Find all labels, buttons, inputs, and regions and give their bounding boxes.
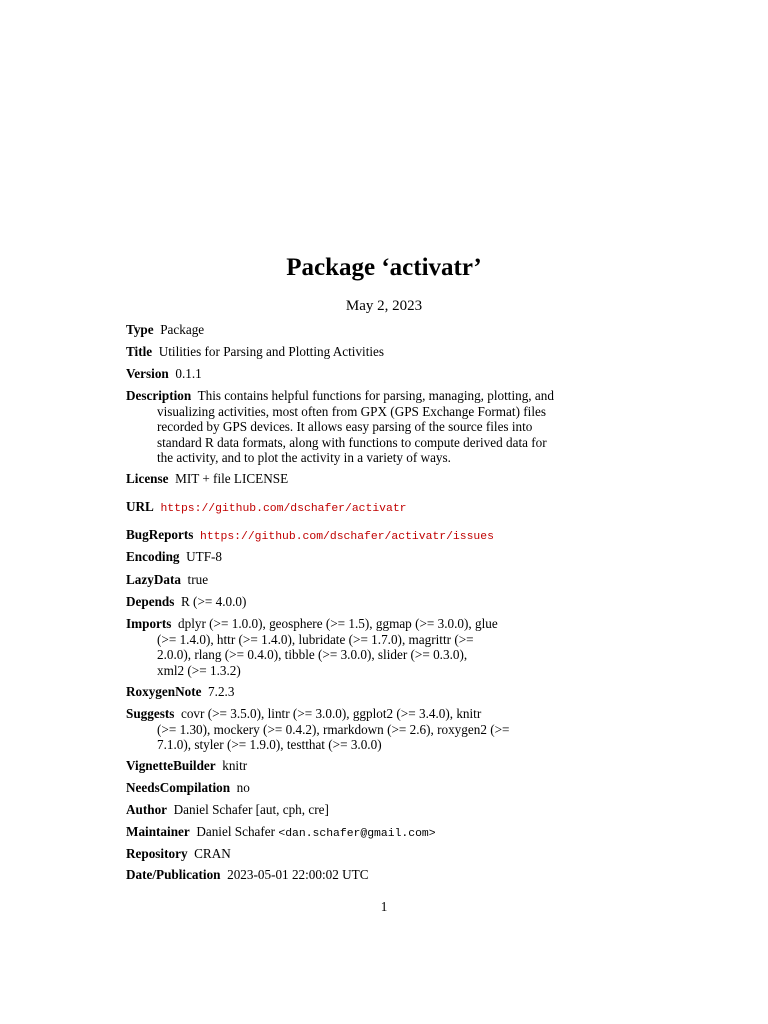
field-depends bbox=[126, 594, 646, 610]
field-value: CRAN bbox=[194, 846, 231, 861]
maintainer-name: Daniel Schafer bbox=[196, 824, 276, 839]
field-key: Suggests bbox=[126, 706, 175, 721]
suggests-line: (>= 1.30), mockery (>= 0.4.2), rmarkdown (>= 2.6), roxygen2 (>= bbox=[157, 721, 510, 737]
field-key: Imports bbox=[126, 616, 172, 631]
field-needscompilation bbox=[126, 780, 646, 796]
description-line: visualizing activities, most often from GPX (GPS Exchange Format) files bbox=[157, 403, 546, 419]
field-value: Utilities for Parsing and Plotting Activities bbox=[158, 344, 385, 359]
field-key: VignetteBuilder bbox=[126, 758, 216, 773]
url-link[interactable]: https://github.com/dschafer/activatr bbox=[160, 503, 407, 515]
field-key: URL bbox=[126, 499, 154, 514]
imports-line: 2.0.0), rlang (>= 0.4.0), tibble (>= 3.0.0), slider (>= 0.3.0), bbox=[157, 647, 468, 663]
field-key: Type bbox=[126, 322, 154, 337]
field-value: 7.2.3 bbox=[208, 684, 235, 699]
field-key: Description bbox=[126, 388, 192, 403]
field-value: MIT + file LICENSE bbox=[175, 471, 289, 486]
field-date-publication bbox=[126, 867, 646, 883]
description-line: Description This contains helpful functions for parsing, managing, plotting, and bbox=[126, 388, 554, 403]
field-imports bbox=[126, 616, 646, 678]
field-lazydata bbox=[126, 572, 646, 588]
bugreports-link[interactable]: https://github.com/dschafer/activatr/issues bbox=[200, 531, 494, 543]
field-key: Title bbox=[126, 344, 153, 359]
field-type bbox=[126, 322, 646, 338]
field-repository bbox=[126, 846, 646, 862]
suggests-line: 7.1.0), styler (>= 1.9.0), testthat (>= 3.0.0) bbox=[157, 737, 382, 753]
field-bugreports bbox=[126, 527, 646, 546]
field-key: Maintainer bbox=[126, 824, 190, 839]
field-key: License bbox=[126, 471, 169, 486]
field-key: Encoding bbox=[126, 549, 180, 564]
description-line: the activity, and to plot the activity in a variety of ways. bbox=[157, 450, 451, 466]
field-value: UTF-8 bbox=[186, 549, 223, 564]
description-line: standard R data formats, along with functions to compute derived data for bbox=[157, 434, 547, 450]
field-key: BugReports bbox=[126, 527, 194, 542]
field-key: Author bbox=[126, 802, 168, 817]
field-value: 0.1.1 bbox=[175, 366, 202, 381]
package-date: May 2, 2023 bbox=[345, 298, 423, 314]
field-value: 2023-05-01 22:00:02 UTC bbox=[227, 867, 369, 882]
field-license bbox=[126, 471, 646, 487]
field-suggests bbox=[126, 706, 646, 753]
description-line: recorded by GPS devices. It allows easy parsing of the source files into bbox=[157, 419, 533, 435]
field-key: RoxygenNote bbox=[126, 684, 202, 699]
imports-line: (>= 1.4.0), httr (>= 1.4.0), lubridate (>= 1.7.0), magrittr (>= bbox=[157, 631, 474, 647]
field-vignettebuilder bbox=[126, 758, 646, 774]
imports-line: Imports dplyr (>= 1.0.0), geosphere (>= 1.5), ggmap (>= 3.0.0), glue bbox=[126, 616, 498, 631]
field-key: LazyData bbox=[126, 572, 181, 587]
field-value: Package bbox=[160, 322, 205, 337]
field-value: R (>= 4.0.0) bbox=[180, 594, 247, 609]
field-roxygennote bbox=[126, 684, 646, 700]
field-maintainer bbox=[126, 824, 646, 843]
field-value: knitr bbox=[222, 758, 248, 773]
field-version bbox=[126, 366, 646, 382]
maintainer-email: <dan.schafer@gmail.com> bbox=[278, 828, 436, 840]
field-title bbox=[126, 344, 646, 360]
field-value: Daniel Schafer [aut, cph, cre] bbox=[173, 802, 329, 817]
suggests-line: Suggests covr (>= 3.5.0), lintr (>= 3.0.0), ggplot2 (>= 3.4.0), knitr bbox=[126, 706, 482, 721]
field-key: Repository bbox=[126, 846, 188, 861]
field-author bbox=[126, 802, 646, 818]
page-number: 1 bbox=[380, 899, 388, 914]
imports-line: xml2 (>= 1.3.2) bbox=[157, 662, 241, 678]
field-url bbox=[126, 499, 646, 518]
field-description bbox=[126, 388, 646, 466]
package-title: Package ‘activatr’ bbox=[286, 254, 482, 281]
field-key: Version bbox=[126, 366, 169, 381]
field-encoding bbox=[126, 549, 646, 565]
field-key: NeedsCompilation bbox=[126, 780, 231, 795]
field-key: Date/Publication bbox=[126, 867, 221, 882]
field-value: no bbox=[236, 780, 250, 795]
field-value: true bbox=[187, 572, 209, 587]
field-key: Depends bbox=[126, 594, 175, 609]
